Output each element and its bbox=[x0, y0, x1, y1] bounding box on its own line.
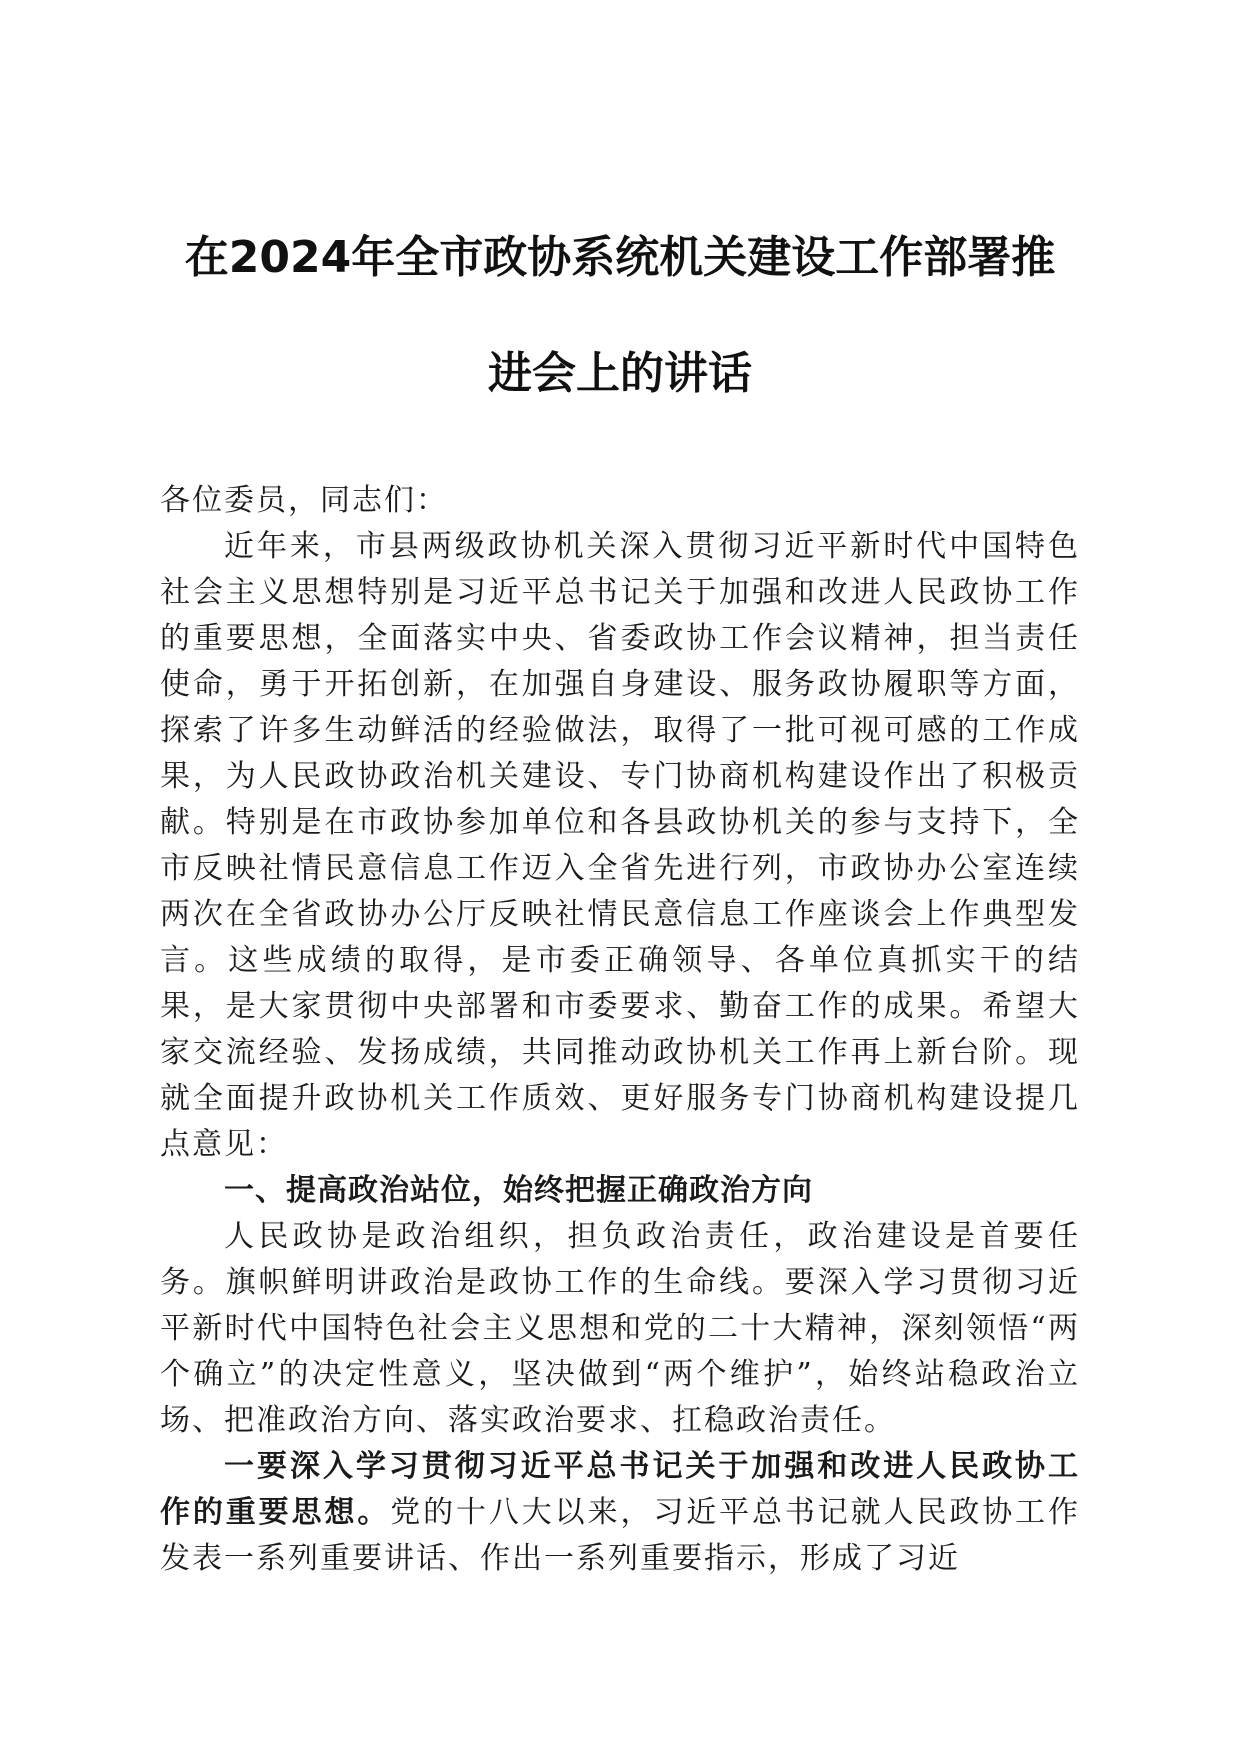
document-title-line-1: 在2024年全市政协系统机关建设工作部署推 bbox=[184, 232, 1056, 283]
paragraph-study-thought bbox=[160, 1444, 1080, 1582]
document-body bbox=[160, 478, 1080, 1582]
paragraph-political-organization: 人民政协是政治组织，担负政治责任，政治建设是首要任务。旗帜鲜明讲政治是政协工作的生命线。要深入学习贯彻习近平新时代中国特色社会主义思想和党的二十大精神，深刻领悟“两个确立”的决定性意义，坚决做到“两个维护”，始终站稳政治立场、把准政治方向、落实政治要求、扛稳政治责任。 bbox=[160, 1219, 1080, 1438]
document-title-line-2: 进会上的讲话 bbox=[488, 348, 752, 399]
paragraph-intro: 近年来，市县两级政协机关深入贯彻习近平新时代中国特色社会主义思想特别是习近平总书记关于加强和改进人民政协工作的重要思想，全面落实中央、省委政协工作会议精神，担当责任使命，勇于开拓创新，在加强自身建设、服务政协履职等方面，探索了许多生动鲜活的经验做法，取得了一批可视可感的工作成果，为人民政协政治机关建设、专门协商机构建设作出了积极贡献。特别是在市政协参加单位和各县政协机关的参与支持下，全市反映社情民意信息工作迈入全省先进行列，市政协办公室连续两次在全省政协办公厅反映社情民意信息工作座谈会上作典型发言。这些成绩的取得，是市委正确领导、各单位真抓实干的结果，是大家贯彻中央部署和市委要求、勤奋工作的成果。希望大家交流经验、发扬成绩，共同推动政协机关工作再上新台阶。现就全面提升政协机关工作质效、更好服务专门协商机构建设提几点意见： bbox=[160, 529, 1080, 1162]
paragraph-lead-bold: 一要深入学习贯彻习近平总书记关于加强和改进人民政协工作的重要思想。 bbox=[160, 1449, 1080, 1530]
paragraph-continuation: 党的十八大以来，习近平总书记就人民政协工作发表一系列重要讲话、作出一系列重要指示，形成了习近 bbox=[160, 1495, 1081, 1576]
section-heading-1: 一、提高政治站位，始终把握正确政治方向 bbox=[224, 1173, 813, 1208]
salutation: 各位委员，同志们： bbox=[160, 483, 448, 518]
